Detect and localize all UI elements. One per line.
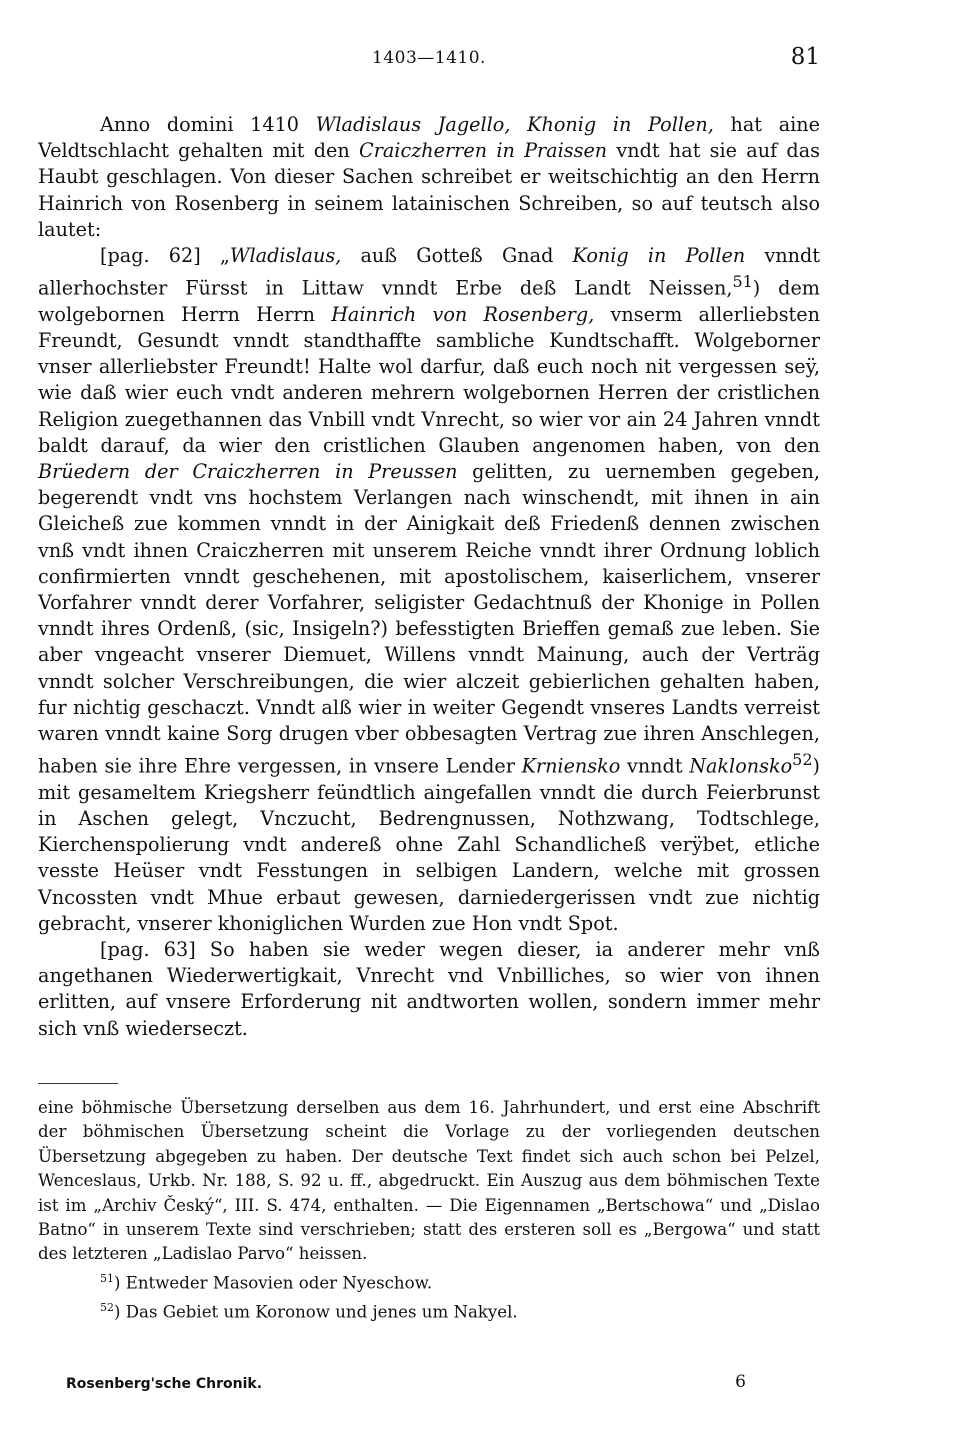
text-run: vnserm allerliebsten Freundt, Gesundt vnndt standthaffte sambliche Kundtschafft. Wolgeborner vnser allerliebster Freundt! Halte wol darfur, daß euch noch nit vergessen seÿ, wie daß wier euch vndt anderen mehrern wolgebornen Herren der cristlichen Religion zuegethannen das Vnbill vndt Vnrecht, so wier vor ain 24 Jahren vnndt baldt darauf, da wier den cristlichen Glauben angenomen haben, von den [38,302,820,457]
italic-run: Konig in Pollen [572,244,746,268]
main-text [38,112,820,1042]
text-run: gelitten, zu uernemben gegeben, begerendt vndt vns hochstem Verlangen nach winschendt, mit ihnen in ain Gleicheß zue kommen vnndt in der Ainigkait deß Friedenß dennen zwischen vnß vndt ihnen Craiczherren mit unserem Reiche vnndt ihrer Ordnung loblich confirmierten vnndt geschehenen, mit apostolischem, kaiserlichem, vnserer Vorfahrer vnndt derer Vorfahrer, seligister Gedachtnuß der Khonige in Pollen vnndt ihres Ordenß, (sic, Insigeln?) befesstigten Brieffen gemaß zue leben. Sie aber vngeacht vnserer Diemuet, Willens vnndt Mainung, auch der Verträg vnndt solcher Verschreibungen, die wier alczeit gebierlichen gehalten haben, fur nichtig geschaczt. Vnndt alß wier in weiter Gegendt vnseres Landts verreist waren vnndt kaine Sorg drugen vber obbesagten Vertrag zue ihren Anschlegen, haben sie ihre Ehre vergessen, in vnsere Lender [38,460,820,778]
text-run: hat aine Veldtschlacht gehalten mit den [38,113,820,163]
italic-run: Craiczherren in Praissen [359,139,608,163]
text-run: vnndt [620,754,690,778]
italic-run: Krniensko [521,754,621,778]
text-run: vndt hat sie auf das Haubt geschlagen. Von dieser Sachen schreibet er weitschichtig an den Herrn Hainrich von Rosenberg in seinem latainischen Schreiben, so auf teutsch also lautet: [38,139,821,241]
text-run: [pag. 62] „ [100,244,230,268]
paragraph-1 [38,112,820,243]
footnote-number: 51 [100,1271,114,1285]
paragraph-2 [38,243,820,937]
footnote-continuation: eine böhmische Übersetzung derselben aus dem 16. Jahrhundert, und erst eine Abschrift der böhmischen Übersetzung scheint die Vorlage zu der vorliegenden deutschen Übersetzung abgegeben zu haben. Der deutsche Text findet sich auch schon bei Pelzel, Wenceslaus, Urkb. Nr. 188, S. 92 u. ff., abgedruckt. Ein Auszug aus dem böhmischen Texte ist im „Archiv Český“, III. S. 474, enthalten. — Die Eigennamen „Bertschowa“ und „Dislao Batno“ in unserem Texte sind verschrieben; statt des ersteren soll es „Bergowa“ und statt des letzteren „Ladislao Parvo“ heissen. [38,1098,820,1264]
running-head [38,44,820,78]
sheet-number: 6 [735,1372,746,1392]
footnote-ref-52: 52 [792,750,813,770]
footnote-number: 52 [100,1300,114,1314]
footnotes [38,1096,820,1325]
paragraph-3: [pag. 63] So haben sie weder wegen dieser, ia anderer mehr vnß angethanen Wiederwertigkait, Vnrecht vnd Vnbilliches, so wier von ihnen erlitten, auf vnsere Erforderung nit andtworten wollen, sondern immer mehr sich vnß wiederseczt. [38,938,820,1040]
footnote-51 [38,1267,820,1296]
text-run: Anno domini 1410 [100,113,316,136]
footnote-ref-51: 51 [732,272,753,292]
footnote-text: ) Entweder Masovien oder Nyeschow. [114,1273,433,1293]
text-run: vnndt allerhochster Fürsst in Littaw vnndt Erbe deß Landt Neissen, [38,244,820,300]
footnote-text: ) Das Gebiet um Koronow und jenes um Nakyel. [114,1302,518,1322]
footnote-rule [38,1083,118,1084]
italic-run: Wladislaus Jagello, Khonig in Pollen, [315,113,714,136]
italic-run: Hainrich von Rosenberg, [331,302,595,326]
text-run: auß Gotteß Gnad [341,244,573,268]
signature-line: Rosenberg'sche Chronik. [66,1376,263,1392]
footnote-52 [38,1296,820,1325]
text-run: ) dem wolgebornen Herrn Herrn [38,276,820,326]
page-number: 81 [790,44,820,70]
italic-run: Wladislaus, [229,244,342,268]
text-run: ) mit gesameltem Kriegsherr feündtlich aingefallen vnndt die durch Feierbrunst in Aschen gelegt, Vnczucht, Bedrengnussen, Nothzwang, Todtschlege, Kierchenspolierung vndt andereß ohne Zahl Schandlicheß verÿbet, etliche vesste Heüser vndt Fesstungen in selbigen Landern, welche mit grossen Vncossten vndt Mhue erbaut gewesen, darniedergerissen vndt zue nichtig gebracht, vnserer khoniglichen Wurden zue Hon vndt Spot. [38,754,820,935]
italic-run: Naklonsko [689,754,793,778]
running-title: 1403—1410. [372,48,486,68]
page-footer [66,1372,746,1396]
italic-run: Brüedern der Craiczherren in Preussen [38,460,458,484]
